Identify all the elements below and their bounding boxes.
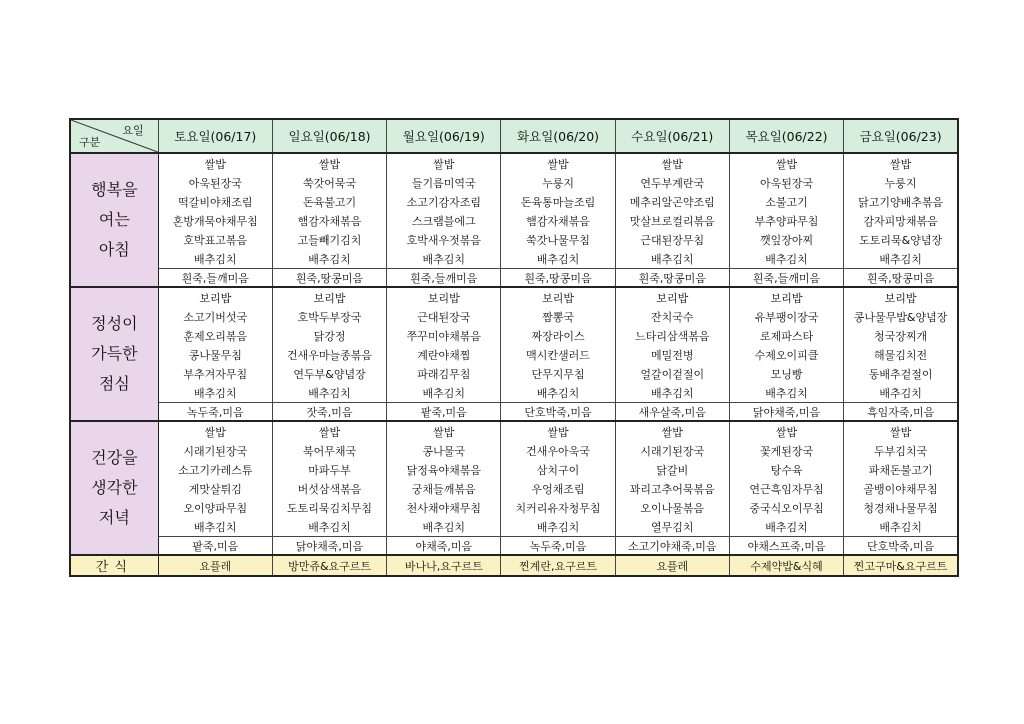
- menu-item: 배추김치: [272, 249, 386, 269]
- menu-item: 메추리알곤약조림: [615, 192, 729, 211]
- menu-item: 잔치국수: [615, 307, 729, 326]
- porridge-item: 새우살죽,미음: [615, 403, 729, 422]
- menu-item: 쌀밥: [501, 421, 615, 441]
- snack-label: 간식: [70, 555, 158, 576]
- menu-item: 천사채야채무침: [387, 498, 501, 517]
- menu-item: 꽃게된장국: [729, 441, 843, 460]
- breakfast-label-line: 아침: [98, 240, 130, 259]
- menu-item: 햄감자채볶음: [501, 211, 615, 230]
- porridge-item: 녹두죽,미음: [501, 537, 615, 556]
- weekly-meal-table: [69, 118, 959, 577]
- menu-item: 얼갈이겉절이: [615, 364, 729, 383]
- menu-item: 돈육불고기: [272, 192, 386, 211]
- menu-item: 청국장찌개: [844, 326, 958, 345]
- menu-item: 연두부계란국: [615, 173, 729, 192]
- menu-item: 배추김치: [158, 383, 272, 403]
- breakfast-label-line: 여는: [98, 210, 130, 229]
- menu-item: 파래김무침: [387, 364, 501, 383]
- menu-item: 쌀밥: [615, 153, 729, 173]
- menu-item: 탕수육: [729, 460, 843, 479]
- menu-item: 쌀밥: [844, 153, 958, 173]
- porridge-item: 단호박죽,미음: [844, 537, 958, 556]
- menu-item: 닭정육야채볶음: [387, 460, 501, 479]
- porridge-item: 흑임자죽,미음: [844, 403, 958, 422]
- menu-item: 궁채들깨볶음: [387, 479, 501, 498]
- menu-item: 감자피망채볶음: [844, 211, 958, 230]
- menu-item: 게맛살튀김: [158, 479, 272, 498]
- breakfast-row: [70, 153, 958, 173]
- porridge-item: 닭야채죽,미음: [729, 403, 843, 422]
- menu-item: 청경채나물무침: [844, 498, 958, 517]
- menu-item: 소고기카레스튜: [158, 460, 272, 479]
- porridge-item: 흰죽,들깨미음: [158, 269, 272, 288]
- menu-item: 짬뽕국: [501, 307, 615, 326]
- dinner-row: [70, 460, 958, 479]
- menu-item: 소고기감자조림: [387, 192, 501, 211]
- menu-item: 배추김치: [844, 517, 958, 537]
- lunch-label-line: 점심: [98, 374, 130, 393]
- menu-item: 보리밥: [729, 287, 843, 307]
- menu-item: 보리밥: [387, 287, 501, 307]
- menu-item: 로제파스타: [729, 326, 843, 345]
- corner-day-label: 요일: [122, 124, 144, 137]
- menu-item: 쌀밥: [272, 153, 386, 173]
- menu-item: 돈육통마늘조림: [501, 192, 615, 211]
- snack-item: 바나나,요구르트: [387, 555, 501, 576]
- menu-item: 우엉채조림: [501, 479, 615, 498]
- breakfast-row: [70, 211, 958, 230]
- porridge-item: 잣죽,미음: [272, 403, 386, 422]
- dinner-row: [70, 421, 958, 441]
- menu-item: 마파두부: [272, 460, 386, 479]
- menu-item: 배추김치: [729, 517, 843, 537]
- menu-item: 스크램블에그: [387, 211, 501, 230]
- menu-item: 호박표고볶음: [158, 230, 272, 249]
- menu-body: [70, 153, 958, 576]
- snack-item: 찐고구마&요구르트: [844, 555, 958, 576]
- menu-item: 배추김치: [501, 383, 615, 403]
- menu-item: 중국식오이무침: [729, 498, 843, 517]
- menu-item: 호박두부장국: [272, 307, 386, 326]
- porridge-item: 흰죽,땅콩미음: [272, 269, 386, 288]
- breakfast-porridge-row: [70, 269, 958, 288]
- menu-item: 연근흑임자무침: [729, 479, 843, 498]
- menu-item: 쌀밥: [729, 153, 843, 173]
- menu-item: 쌀밥: [387, 421, 501, 441]
- lunch-label: [70, 287, 158, 421]
- menu-item: 배추김치: [844, 383, 958, 403]
- menu-item: 배추김치: [729, 383, 843, 403]
- menu-item: 배추김치: [844, 249, 958, 269]
- dinner-row: [70, 479, 958, 498]
- porridge-item: 흰죽,들깨미음: [729, 269, 843, 288]
- menu-item: 쌀밥: [844, 421, 958, 441]
- menu-item: 배추김치: [615, 249, 729, 269]
- dinner-label: [70, 421, 158, 555]
- menu-item: 쑥갓나물무침: [501, 230, 615, 249]
- menu-item: 들기름미역국: [387, 173, 501, 192]
- lunch-row: [70, 364, 958, 383]
- menu-item: 동배추겉절이: [844, 364, 958, 383]
- menu-item: 배추김치: [387, 517, 501, 537]
- menu-item: 쌀밥: [729, 421, 843, 441]
- menu-item: 계란야채찜: [387, 345, 501, 364]
- menu-item: 메밀전병: [615, 345, 729, 364]
- menu-item: 누룽지: [501, 173, 615, 192]
- menu-item: 호박새우젓볶음: [387, 230, 501, 249]
- breakfast-row: [70, 173, 958, 192]
- menu-item: 배추김치: [158, 249, 272, 269]
- menu-item: 유부팽이장국: [729, 307, 843, 326]
- snack-item: 방만쥬&요구르트: [272, 555, 386, 576]
- menu-item: 배추김치: [272, 383, 386, 403]
- menu-item: 쌀밥: [158, 153, 272, 173]
- menu-item: 햄감자채볶음: [272, 211, 386, 230]
- menu-item: 혼방개묵야채무침: [158, 211, 272, 230]
- porridge-item: 녹두죽,미음: [158, 403, 272, 422]
- menu-item: 깻잎장아찌: [729, 230, 843, 249]
- menu-item: 보리밥: [272, 287, 386, 307]
- dinner-row: [70, 441, 958, 460]
- menu-item: 오이나물볶음: [615, 498, 729, 517]
- breakfast-label: [70, 153, 158, 287]
- breakfast-row: [70, 230, 958, 249]
- menu-item: 열무김치: [615, 517, 729, 537]
- day-header: 토요일(06/17): [158, 119, 272, 153]
- menu-item: 배추김치: [615, 383, 729, 403]
- day-header: 일요일(06/18): [272, 119, 386, 153]
- menu-item: 연두부&양념장: [272, 364, 386, 383]
- lunch-porridge-row: [70, 403, 958, 422]
- menu-item: 단무지무침: [501, 364, 615, 383]
- dinner-row: [70, 498, 958, 517]
- menu-item: 시래기된장국: [615, 441, 729, 460]
- menu-item: 두부김치국: [844, 441, 958, 460]
- menu-item: 훈제오리볶음: [158, 326, 272, 345]
- menu-item: 쌀밥: [272, 421, 386, 441]
- corner-category-label: 구분: [79, 136, 101, 149]
- dinner-row: [70, 517, 958, 537]
- snack-item: 요플레: [615, 555, 729, 576]
- porridge-item: 야채스프죽,미음: [729, 537, 843, 556]
- porridge-item: 닭야채죽,미음: [272, 537, 386, 556]
- day-header: 수요일(06/21): [615, 119, 729, 153]
- menu-item: 느타리삼색볶음: [615, 326, 729, 345]
- porridge-item: 야채죽,미음: [387, 537, 501, 556]
- menu-item: 치커리유자청무침: [501, 498, 615, 517]
- menu-item: 소불고기: [729, 192, 843, 211]
- menu-item: 북어무채국: [272, 441, 386, 460]
- menu-item: 보리밥: [158, 287, 272, 307]
- breakfast-label-line: 행복을: [91, 180, 138, 199]
- menu-item: 보리밥: [844, 287, 958, 307]
- menu-item: 배추김치: [158, 517, 272, 537]
- lunch-row: [70, 383, 958, 403]
- menu-item: 건새우마늘종볶음: [272, 345, 386, 364]
- menu-item: 시래기된장국: [158, 441, 272, 460]
- dinner-label-line: 생각한: [91, 478, 138, 497]
- porridge-item: 팥죽,미음: [158, 537, 272, 556]
- porridge-item: 흰죽,땅콩미음: [501, 269, 615, 288]
- menu-item: 배추김치: [387, 249, 501, 269]
- header-row: [70, 119, 958, 153]
- menu-item: 부추양파무침: [729, 211, 843, 230]
- menu-item: 배추김치: [501, 249, 615, 269]
- menu-item: 맥시칸샐러드: [501, 345, 615, 364]
- snack-row: [70, 555, 958, 576]
- menu-item: 쑥갓어묵국: [272, 173, 386, 192]
- menu-item: 쌀밥: [387, 153, 501, 173]
- lunch-row: [70, 287, 958, 307]
- lunch-label-line: 가득한: [91, 344, 138, 363]
- menu-item: 누룽지: [844, 173, 958, 192]
- menu-item: 배추김치: [387, 383, 501, 403]
- dinner-label-line: 건강을: [91, 448, 138, 467]
- porridge-item: 팥죽,미음: [387, 403, 501, 422]
- menu-item: 삼치구이: [501, 460, 615, 479]
- menu-item: 쭈꾸미야채볶음: [387, 326, 501, 345]
- menu-item: 근대된장국: [387, 307, 501, 326]
- menu-item: 닭강정: [272, 326, 386, 345]
- menu-item: 맛살브로컬리볶음: [615, 211, 729, 230]
- snack-item: 수제약밥&식혜: [729, 555, 843, 576]
- menu-item: 콩나물무밥&양념장: [844, 307, 958, 326]
- menu-item: 콩나물무침: [158, 345, 272, 364]
- menu-item: 쌀밥: [615, 421, 729, 441]
- menu-item: 콩나물국: [387, 441, 501, 460]
- snack-item: 찐계란,요구르트: [501, 555, 615, 576]
- menu-item: 버섯삼색볶음: [272, 479, 386, 498]
- lunch-label-line: 정성이: [91, 314, 138, 333]
- porridge-item: 흰죽,땅콩미음: [615, 269, 729, 288]
- menu-item: 수제오이피클: [729, 345, 843, 364]
- snack-item: 요플레: [158, 555, 272, 576]
- menu-item: 짜장라이스: [501, 326, 615, 345]
- dinner-porridge-row: [70, 537, 958, 556]
- menu-item: 보리밥: [615, 287, 729, 307]
- day-header: 월요일(06/19): [387, 119, 501, 153]
- menu-item: 해물김치전: [844, 345, 958, 364]
- menu-item: 고들빼기김치: [272, 230, 386, 249]
- breakfast-row: [70, 249, 958, 269]
- lunch-row: [70, 307, 958, 326]
- menu-item: 도토리묵김치무침: [272, 498, 386, 517]
- menu-item: 소고기버섯국: [158, 307, 272, 326]
- menu-item: 오이양파무침: [158, 498, 272, 517]
- porridge-item: 소고기야채죽,미음: [615, 537, 729, 556]
- menu-item: 아욱된장국: [729, 173, 843, 192]
- menu-item: 배추김치: [729, 249, 843, 269]
- lunch-row: [70, 345, 958, 364]
- menu-item: 떡갈비야채조림: [158, 192, 272, 211]
- day-header: 금요일(06/23): [844, 119, 958, 153]
- menu-item: 쌀밥: [501, 153, 615, 173]
- day-header: 목요일(06/22): [729, 119, 843, 153]
- menu-item: 쌀밥: [158, 421, 272, 441]
- menu-item: 닭고기양배추볶음: [844, 192, 958, 211]
- menu-item: 골뱅이야채무침: [844, 479, 958, 498]
- menu-item: 모닝빵: [729, 364, 843, 383]
- menu-item: 부추겨자무침: [158, 364, 272, 383]
- menu-item: 닭갈비: [615, 460, 729, 479]
- menu-item: 도토리묵&양념장: [844, 230, 958, 249]
- menu-item: 꽈리고추어묵볶음: [615, 479, 729, 498]
- porridge-item: 흰죽,땅콩미음: [844, 269, 958, 288]
- menu-item: 건새우아욱국: [501, 441, 615, 460]
- porridge-item: 단호박죽,미음: [501, 403, 615, 422]
- menu-item: 파채돈불고기: [844, 460, 958, 479]
- corner-cell: [70, 119, 158, 153]
- day-header: 화요일(06/20): [501, 119, 615, 153]
- menu-item: 근대된장무침: [615, 230, 729, 249]
- porridge-item: 흰죽,들깨미음: [387, 269, 501, 288]
- menu-item: 보리밥: [501, 287, 615, 307]
- breakfast-row: [70, 192, 958, 211]
- menu-item: 배추김치: [501, 517, 615, 537]
- menu-item: 배추김치: [272, 517, 386, 537]
- menu-item: 아욱된장국: [158, 173, 272, 192]
- lunch-row: [70, 326, 958, 345]
- dinner-label-line: 저녁: [98, 508, 130, 527]
